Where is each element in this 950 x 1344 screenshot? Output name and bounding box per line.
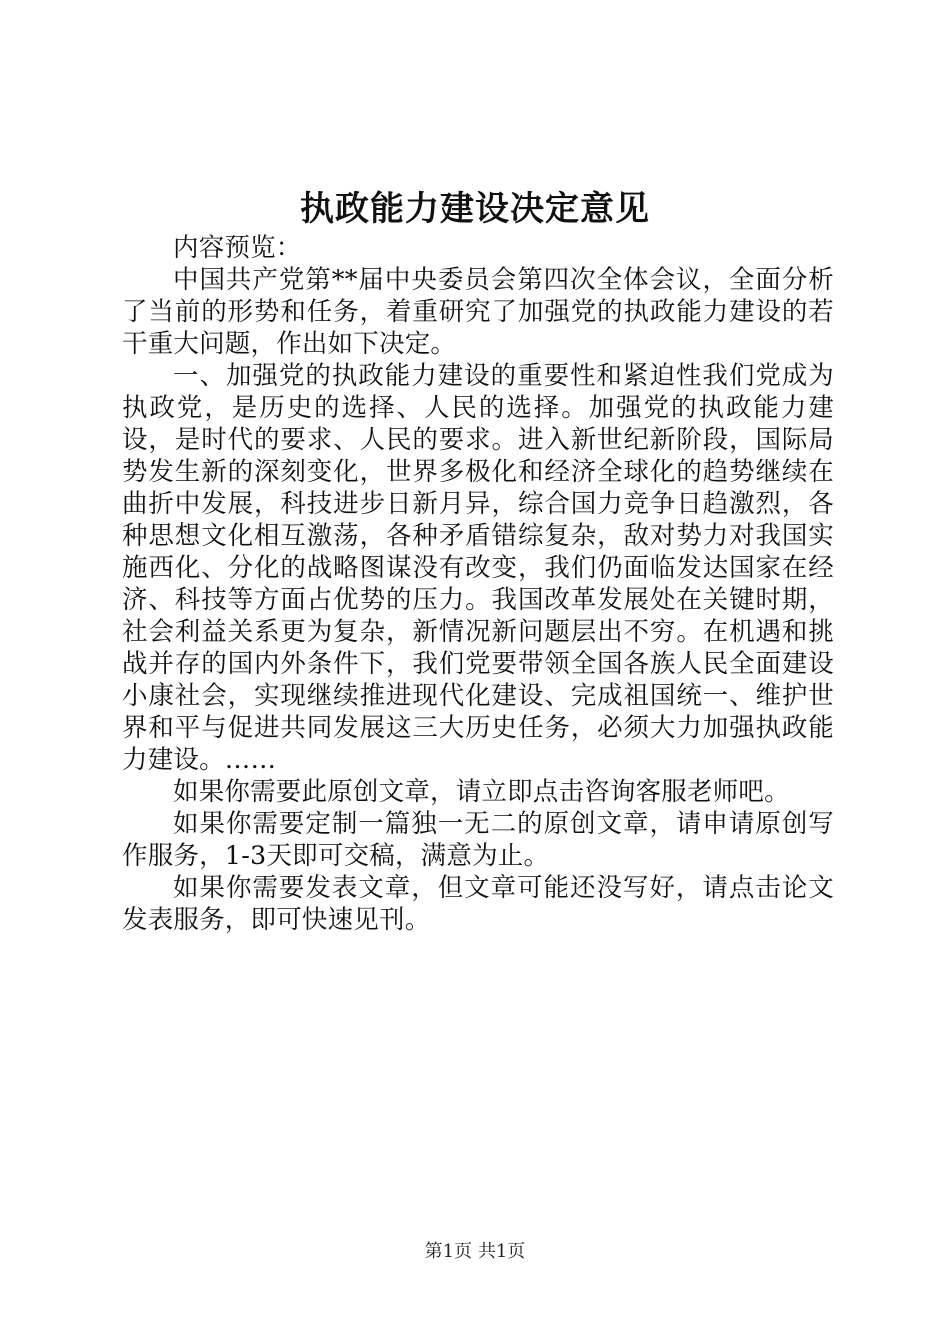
preview-label: 内容预览： [173, 233, 302, 263]
document-body [122, 232, 834, 936]
document-title: 执政能力建设决定意见 [300, 189, 650, 229]
paragraph-contact-service: 如果你需要此原创文章，请立即点击咨询客服老师吧。 [173, 777, 790, 807]
paragraph-custom-writing: 如果你需要定制一篇独一无二的原创文章，请申请原创写作服务，1-3天即可交稿，满意为止。 [122, 809, 834, 871]
paragraph-section-one: 一、加强党的执政能力建设的重要性和紧迫性我们党成为执政党，是历史的选择、人民的选择。加强党的执政能力建设，是时代的要求、人民的要求。进入新世纪新阶段，国际局势发生新的深刻变化，世界多极化和经济全球化的趋势继续在曲折中发展，科技进步日新月异，综合国力竞争日趋激烈，各种思想文化相互激荡，各种矛盾错综复杂，敌对势力对我国实施西化、分化的战略图谋没有改变，我们仍面临发达国家在经济、科技等方面占优势的压力。我国改革发展处在关键时期，社会利益关系更为复杂，新情况新问题层出不穷。在机遇和挑战并存的国内外条件下，我们党要带领全国各族人民全面建设小康社会，实现继续推进现代化建设、完成祖国统一、维护世界和平与促进共同发展这三大历史任务，必须大力加强执政能力建设。…… [122, 361, 834, 775]
paragraph-intro: 中国共产党第**届中央委员会第四次全体会议，全面分析了当前的形势和任务，着重研究了加强党的执政能力建设的若干重大问题，作出如下决定。 [122, 265, 834, 359]
paragraph-publishing-service: 如果你需要发表文章，但文章可能还没写好，请点击论文发表服务，即可快速见刊。 [122, 873, 834, 935]
page-footer: 第1页 共1页 [424, 1241, 526, 1262]
